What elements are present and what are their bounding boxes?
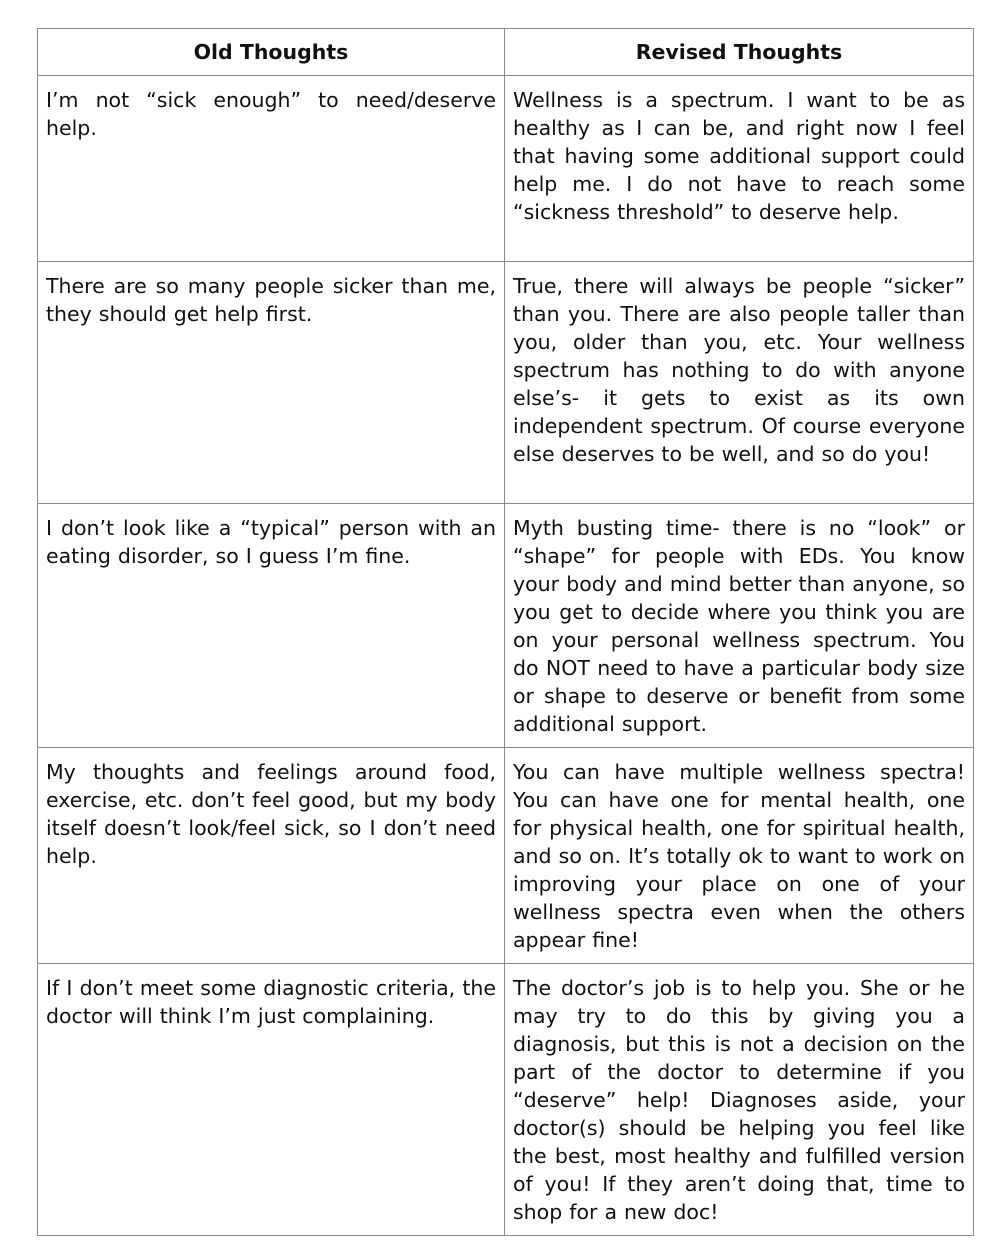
table-row [38, 504, 974, 748]
table-header-row [38, 29, 974, 76]
old-thought-cell: If I don’t meet some diagnostic criteria, the doctor will think I’m just complaining. [38, 964, 505, 1236]
revised-thought-cell: The doctor’s job is to help you. She or he may try to do this by giving you a diagnosis, but this is not a decision on the part of the doctor to determine if you “deserve” help! Diagnoses aside, your doctor(s) should be helping you feel like the best, most healthy and fulfilled version of you! If they aren’t doing that, time to shop for a new doc! [505, 964, 974, 1236]
revised-thought-cell: Myth busting time- there is no “look” or “shape” for people with EDs. You know your body and mind better than anyone, so you get to decide where you think you are on your personal wellness spectrum. You do NOT need to have a particular body size or shape to deserve or benefit from some additional support. [505, 504, 974, 748]
table-row [38, 964, 974, 1236]
old-thought-cell: There are so many people sicker than me, they should get help first. [38, 262, 505, 504]
old-thought-cell: I don’t look like a “typical” person with an eating disorder, so I guess I’m fine. [38, 504, 505, 748]
revised-thought-cell: You can have multiple wellness spectra! You can have one for mental health, one for physical health, one for spiritual health, and so on. It’s totally ok to want to work on improving your place on one of your wellness spectra even when the others appear fine! [505, 748, 974, 964]
old-thought-cell: My thoughts and feelings around food, exercise, etc. don’t feel good, but my body itself doesn’t look/feel sick, so I don’t need help. [38, 748, 505, 964]
revised-thought-cell: Wellness is a spectrum. I want to be as healthy as I can be, and right now I feel that having some additional support could help me. I do not have to reach some “sickness threshold” to deserve help. [505, 76, 974, 262]
header-old-thoughts: Old Thoughts [38, 29, 505, 76]
thoughts-table [37, 28, 974, 1236]
table-row [38, 262, 974, 504]
table-row [38, 748, 974, 964]
old-thought-cell: I’m not “sick enough” to need/deserve help. [38, 76, 505, 262]
revised-thought-cell: True, there will always be people “sicker” than you. There are also people taller than you, older than you, etc. Your wellness spectrum has nothing to do with anyone else’s- it gets to exist as its own independent spectrum. Of course everyone else deserves to be well, and so do you! [505, 262, 974, 504]
table-row [38, 76, 974, 262]
header-revised-thoughts: Revised Thoughts [505, 29, 974, 76]
